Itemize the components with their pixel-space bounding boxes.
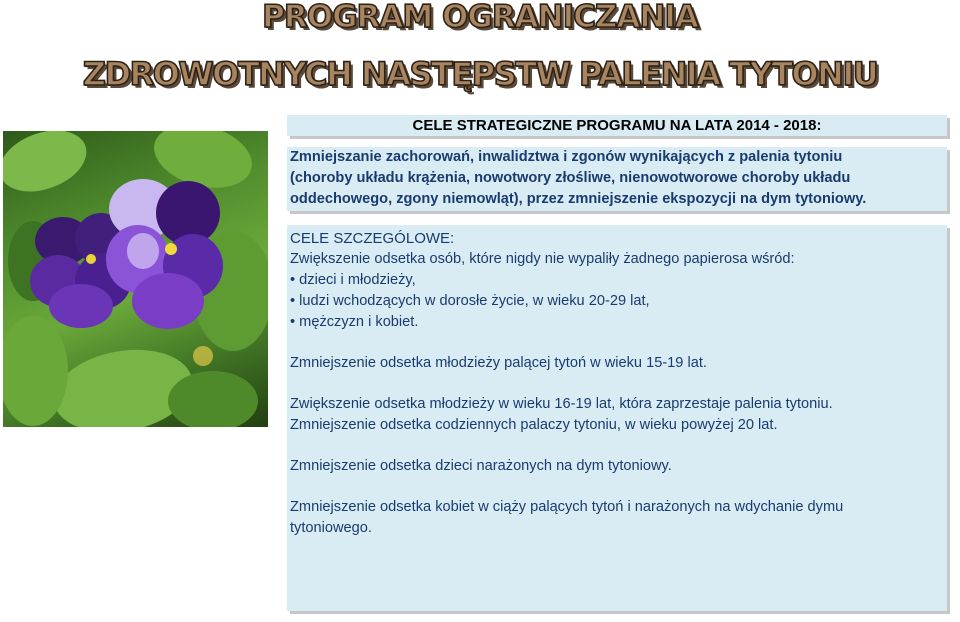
goal-item-1: Zmniejszenie odsetka młodzieży palącej tytoń w wieku 15-19 lat.	[290, 355, 707, 371]
goal-item-3: Zmniejszenie odsetka codziennych palaczy tytoniu, w wieku powyżej 20 lat.	[290, 417, 778, 433]
main-goal-line-1: Zmniejszanie zachorowań, inwalidztwa i zgonów wynikających z palenia tytoniu	[290, 149, 843, 165]
title-line-1: PROGRAM OGRANICZANIA	[262, 0, 698, 35]
goal-item-5-line-2: tytoniowego.	[290, 520, 372, 536]
strategic-goals-header	[287, 115, 947, 136]
bullet-item-1: • dzieci i młodzieży,	[290, 270, 944, 291]
detailed-goals-box	[287, 225, 947, 611]
main-goal-box	[287, 147, 947, 211]
title-line-2: ZDROWOTNYCH NASTĘPSTW PALENIA TYTONIU	[82, 55, 878, 93]
bullet-item-2: • ludzi wchodzących w dorosłe życie, w wieku 20-29 lat,	[290, 291, 944, 312]
goal-item-4: Zmniejszenie odsetka dzieci narażonych na dym tytoniowy.	[290, 458, 672, 474]
pansy-flower-photo	[3, 131, 268, 427]
main-goal-line-2: (choroby układu krążenia, nowotwory złośliwe, nienowotworowe choroby układu	[290, 170, 851, 186]
bullet-item-3: • mężczyzn i kobiet.	[290, 312, 944, 333]
detailed-goals-intro: Zwiększenie odsetka osób, które nigdy nie wypaliły żadnego papierosa wśród:	[290, 251, 795, 267]
strategic-goals-title: CELE STRATEGICZNE PROGRAMU NA LATA 2014 - 2018:	[412, 117, 822, 134]
goal-item-5-line-1: Zmniejszenie odsetka kobiet w ciąży palących tytoń i narażonych na wdychanie dymu	[290, 499, 844, 515]
goal-item-2: Zwiększenie odsetka młodzieży w wieku 16-19 lat, która zaprzestaje palenia tytoniu.	[290, 396, 833, 412]
detailed-goals-heading: CELE SZCZEGÓLOWE:	[290, 230, 455, 247]
main-goal-line-3: oddechowego, zgony niemowląt), przez zmniejszenie ekspozycji na dym tytoniowy.	[290, 191, 867, 207]
